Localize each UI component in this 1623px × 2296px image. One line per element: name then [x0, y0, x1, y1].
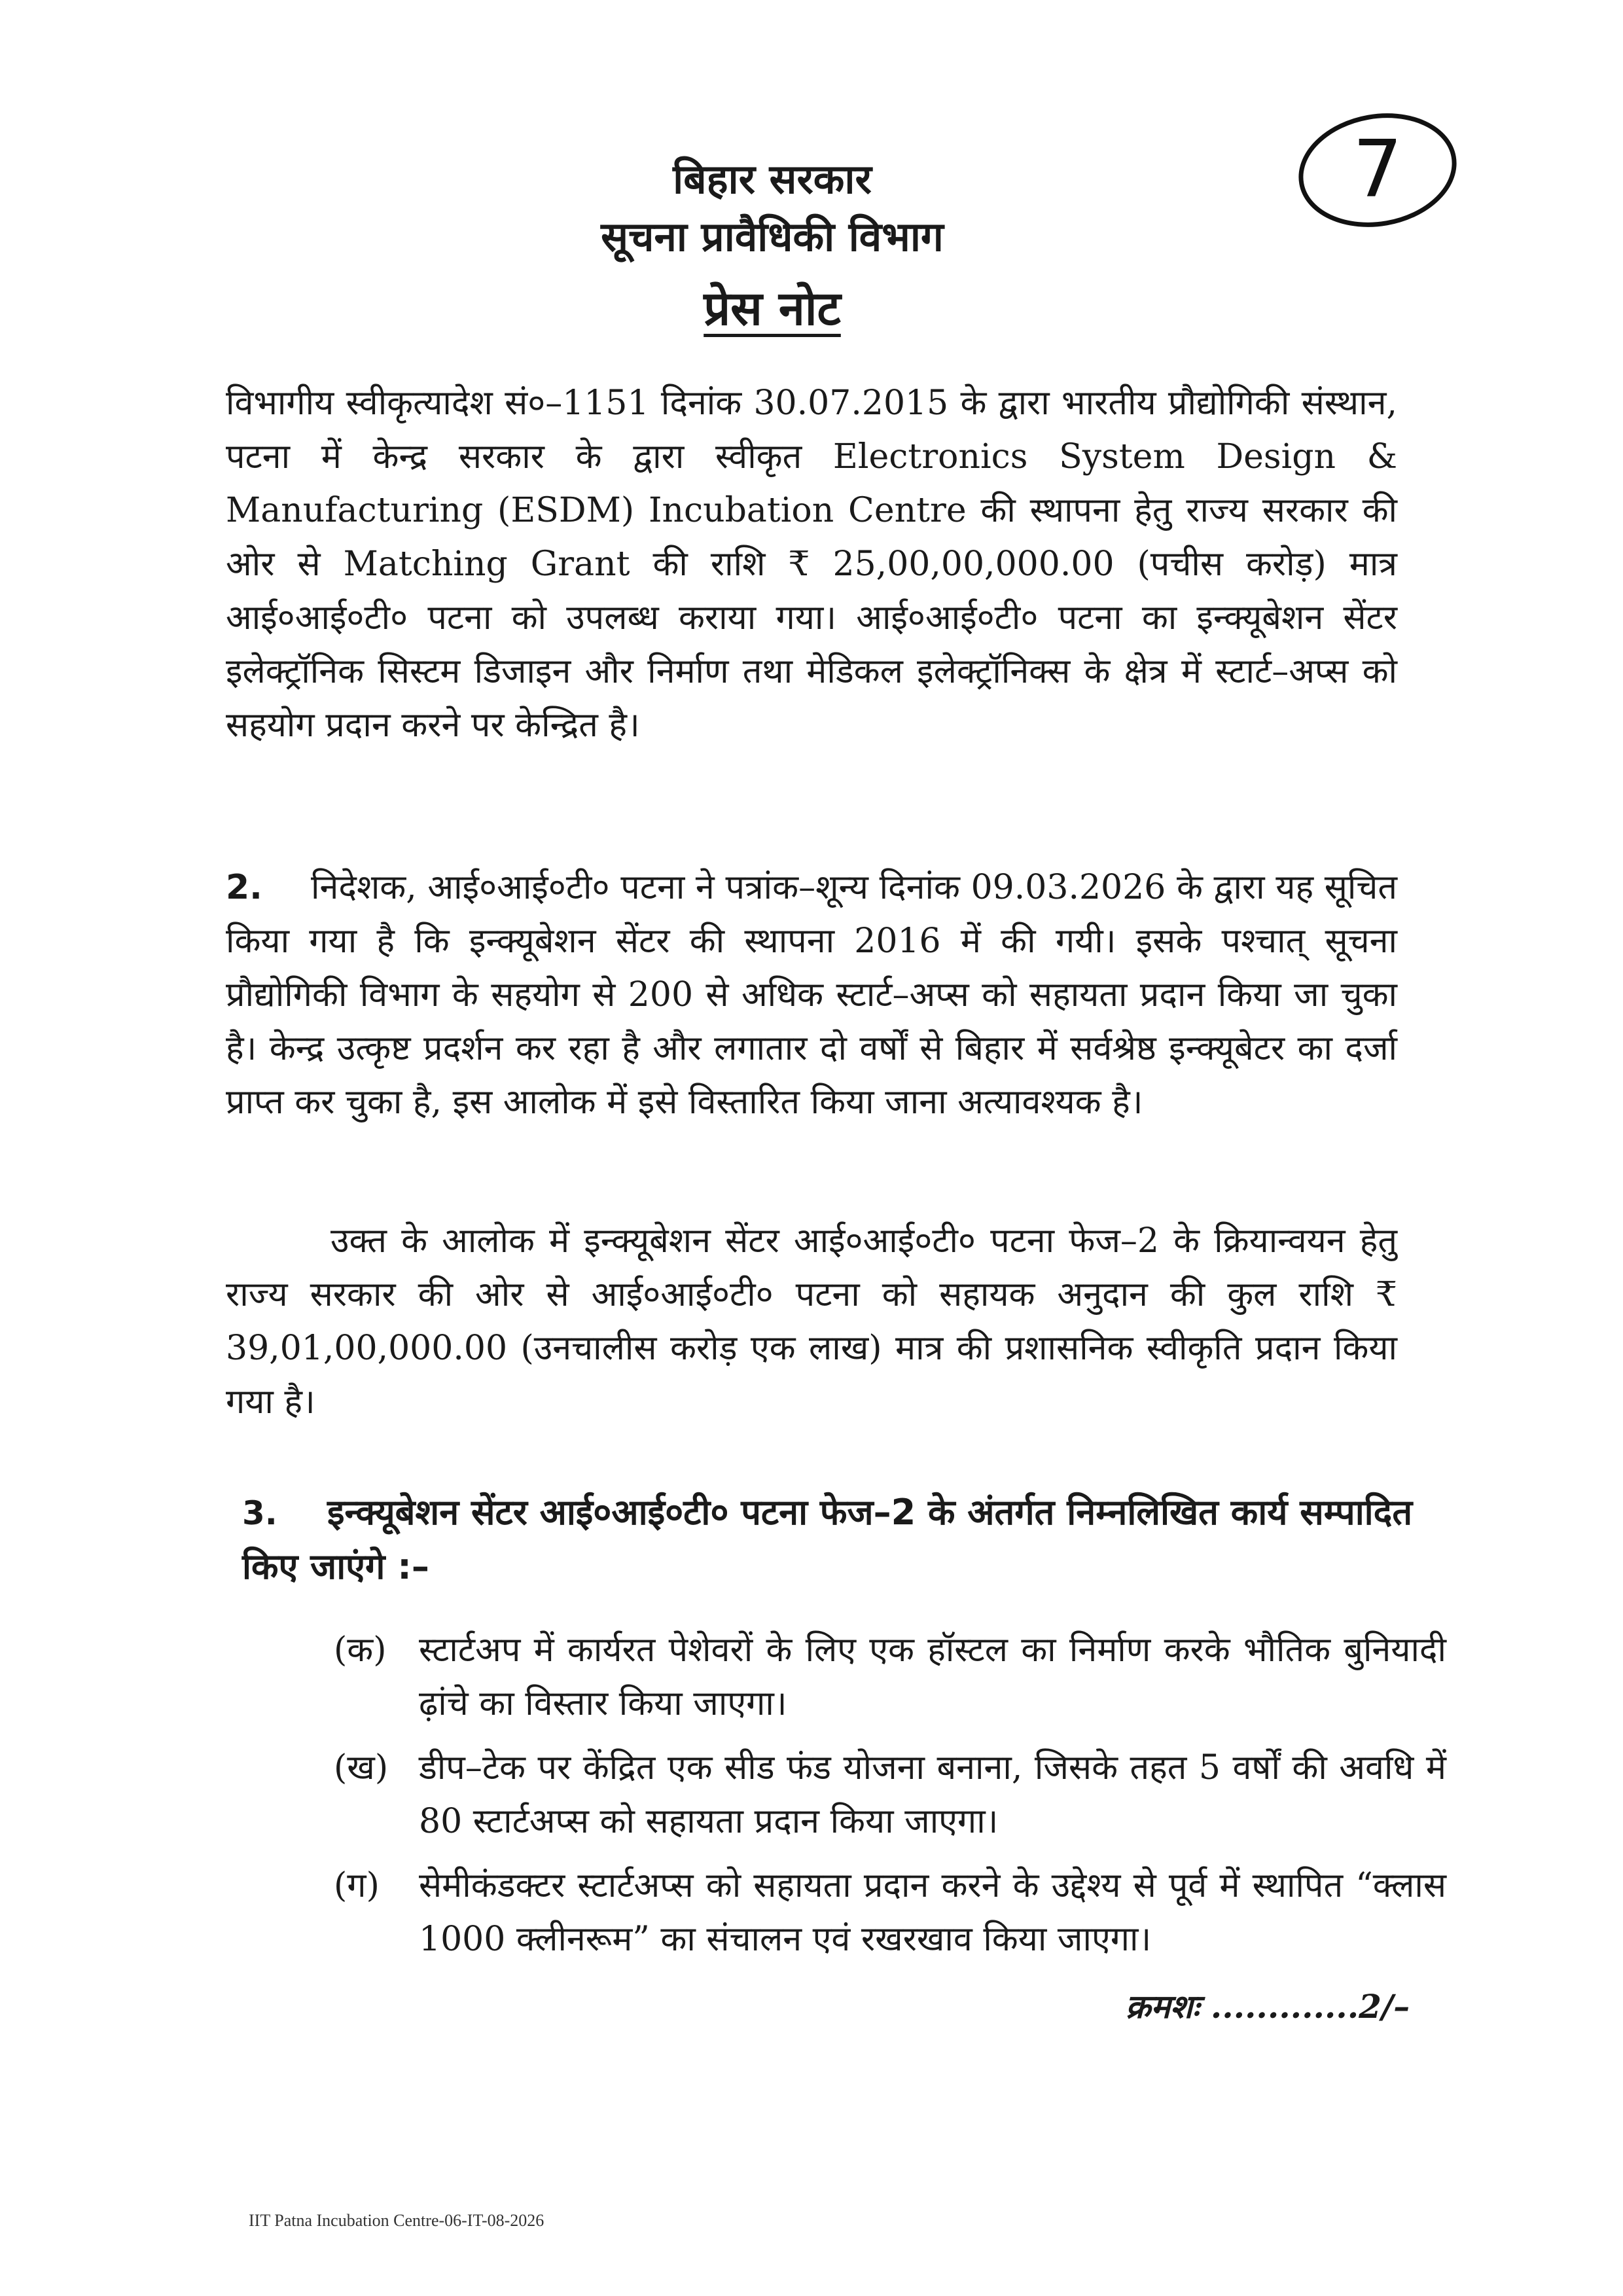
section-3-heading-text: इन्क्यूबेशन सेंटर आई०आई०टी० पटना फेज–2 के अंतर्गत निम्नलिखित कार्य सम्पादित किए जाएंगे :– — [242, 1492, 1413, 1587]
paragraph-3 — [226, 1214, 1397, 1429]
header-government: बिहार सरकार — [673, 155, 872, 203]
paragraph-2-text: निदेशक, आई०आई०टी० पटना ने पत्रांक–शून्य दिनांक 09.03.2026 के द्वारा यह सूचित किया गया है कि इन्क्यूबेशन सेंटर की स्थापना 2016 में की गयी। इसके पश्चात् सूचना प्रौद्योगिकी विभाग के सहयोग से 200 से अधिक स्टार्ट–अप्स को सहायता प्रदान किया जा चुका है। केन्द्र उत्कृष्ट प्रदर्शन कर रहा है और लगातार दो वर्षों से बिहार में सर्वश्रेष्ठ इन्क्यूबेटर का दर्जा प्राप्त कर चुका है, इस आलोक में इसे विस्तारित किया जाना अत्यावश्यक है। — [226, 868, 1397, 1122]
section-3-heading — [242, 1486, 1420, 1594]
list-item — [334, 1623, 1446, 1731]
list-item-text: डीप–टेक पर केंद्रित एक सीड फंड योजना बनाना, जिसके तहत 5 वर्षों की अवधि में 80 स्टार्टअप्स को सहायता प्रदान किया जाएगा। — [419, 1748, 1446, 1841]
list-item-marker: (क) — [334, 1630, 387, 1670]
header-department: सूचना प्रावैधिकी विभाग — [601, 213, 944, 260]
list-item — [334, 1741, 1446, 1848]
list-item — [334, 1859, 1446, 1966]
list-item-marker: (ग) — [334, 1866, 380, 1905]
continued-marker: क्रमशः .............2/– — [1126, 1987, 1410, 2026]
paragraph-2 — [226, 861, 1397, 1129]
list-item-text: स्टार्टअप में कार्यरत पेशेवरों के लिए एक हॉस्टल का निर्माण करके भौतिक बुनियादी ढ़ांचे का विस्तार किया जाएगा। — [419, 1630, 1446, 1723]
header-title — [0, 275, 1584, 339]
document-footer: IIT Patna Incubation Centre-06-IT-08-2026 — [249, 2211, 544, 2230]
page-mark-number: 7 — [1352, 124, 1403, 215]
paragraph-3-text: उक्त के आलोक में इन्क्यूबेशन सेंटर आई०आई०टी० पटना फेज–2 के क्रियान्वयन हेतु राज्य सरकार की ओर से आई०आई०टी० पटना को सहायक अनुदान की कुल राशि ₹ 39,01,00,000.00 (उनचालीस करोड़ एक लाख) मात्र की प्रशासनिक स्वीकृति प्रदान किया गया है। — [226, 1221, 1397, 1422]
paragraph-2-number: 2. — [226, 868, 262, 907]
section-3-number: 3. — [242, 1494, 277, 1532]
press-note-title: प्रेस नोट — [704, 280, 841, 336]
list-item-marker: (ख) — [334, 1748, 389, 1787]
list-item-text: सेमीकंडक्टर स्टार्टअप्स को सहायता प्रदान करने के उद्देश्य से पूर्व में स्थापित “क्लास 1000 क्लीनरूम” का संचालन एवं रखरखाव किया जाएगा। — [419, 1866, 1446, 1959]
paragraph-1: विभागीय स्वीकृत्यादेश सं०–1151 दिनांक 30.07.2015 के द्वारा भारतीय प्रौद्योगिकी संस्थान, पटना में केन्द्र सरकार के द्वारा स्वीकृत Electronics System Design & Manufacturing (ESDM) Incubation Centre की स्थापना हेतु राज्य सरकार की ओर से Matching Grant की राशि ₹ 25,00,00,000.00 (पचीस करोड़) मात्र आई०आई०टी० पटना को उपलब्ध कराया गया। आई०आई०टी० पटना का इन्क्यूबेशन सेंटर इलेक्ट्रॉनिक सिस्टम डिजाइन और निर्माण तथा मेडिकल इलेक्ट्रॉनिक्स के क्षेत्र में स्टार्ट–अप्स को सहयोग प्रदान करने पर केन्द्रित है। — [226, 384, 1397, 745]
